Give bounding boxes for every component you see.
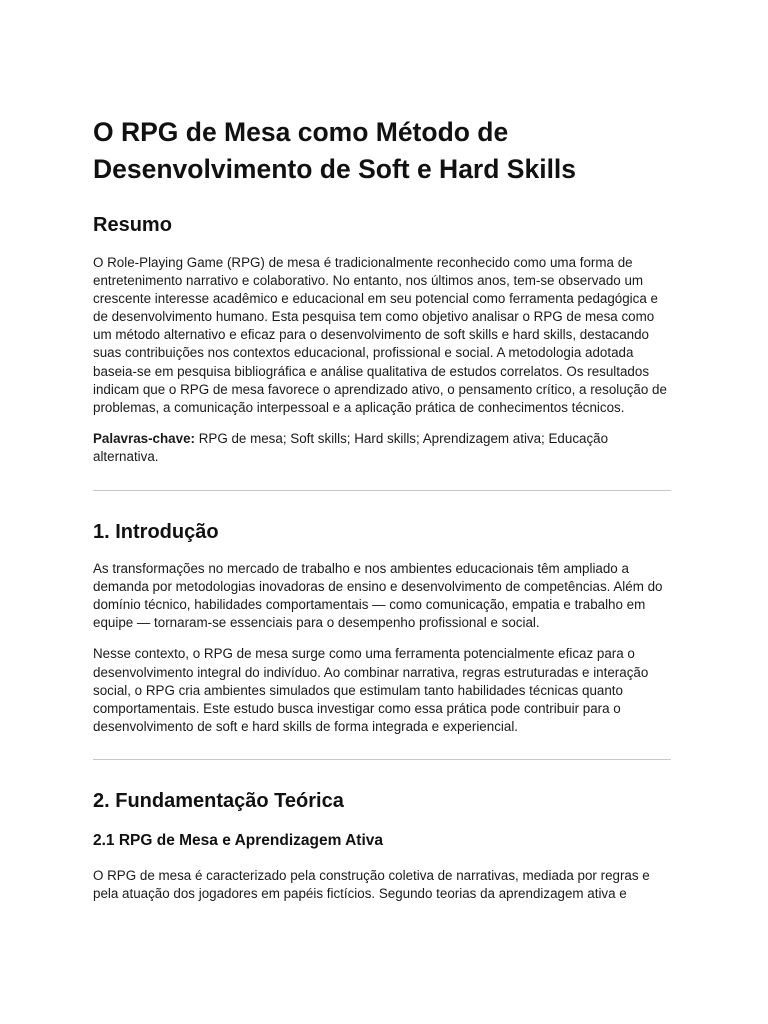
document-title: O RPG de Mesa como Método de Desenvolvimento de Soft e Hard Skills xyxy=(93,117,577,184)
introducao-paragraph-2: Nesse contexto, o RPG de mesa surge como uma ferramenta potencialmente eficaz para o desenvolvimento integral do indivíduo. Ao combinar narrativa, regras estruturadas e interação social, o RPG cria ambientes simulados que estimulam tanto habilidades técnicas quanto comportamentais. Este estudo busca investigar como essa prática pode contribuir para o desenvolvimento de soft e hard skills de forma integrada e experiencial. xyxy=(93,646,649,734)
fundamentacao-heading: 2. Fundamentação Teórica xyxy=(93,789,344,812)
document-page xyxy=(93,114,673,903)
rpg-aprendizagem-subheading: 2.1 RPG de Mesa e Aprendizagem Ativa xyxy=(93,831,384,849)
keywords-list: RPG de mesa; Soft skills; Hard skills; Aprendizagem ativa; Educação alternativa. xyxy=(93,430,609,464)
introducao-heading: 1. Introdução xyxy=(93,521,219,544)
section-divider xyxy=(93,490,671,491)
fundamentacao-paragraph-1: O RPG de mesa é caracterizado pela construção coletiva de narrativas, mediada por regras e pela atuação dos jogadores em papéis fictícios. Segundo teorias da aprendizagem ativa e xyxy=(93,867,650,901)
keywords-paragraph xyxy=(93,430,673,466)
keywords-label: Palavras-chave: xyxy=(93,430,195,446)
resumo-heading: Resumo xyxy=(93,214,172,236)
introducao-paragraph-1: As transformações no mercado de trabalho e nos ambientes educacionais têm ampliado a demanda por metodologias inovadoras de ensino e desenvolvimento de competências. Além do domínio técnico, habilidades comportamentais — como comunicação, empatia e trabalho em equipe — tornaram-se essenciais para o desempenho profissional e social. xyxy=(93,561,663,631)
section-divider xyxy=(93,759,671,760)
resumo-paragraph: O Role-Playing Game (RPG) de mesa é tradicionalmente reconhecido como uma forma de entretenimento narrativo e colaborativo. No entanto, nos últimos anos, tem-se observado um crescente interesse acadêmico e educacional em seu potencial como ferramenta pedagógica e de desenvolvimento humano. Esta pesquisa tem como objetivo analisar o RPG de mesa como um método alternativo e eficaz para o desenvolvimento de soft skills e hard skills, destacando suas contribuições nos contextos educacional, profissional e social. A metodologia adotada baseia-se em pesquisa bibliográfica e análise qualitativa de estudos correlatos. Os resultados indicam que o RPG de mesa favorece o aprendizado ativo, o pensamento crítico, a resolução de problemas, a comunicação interpessoal e a aplicação prática de conhecimentos técnicos. xyxy=(93,255,667,415)
